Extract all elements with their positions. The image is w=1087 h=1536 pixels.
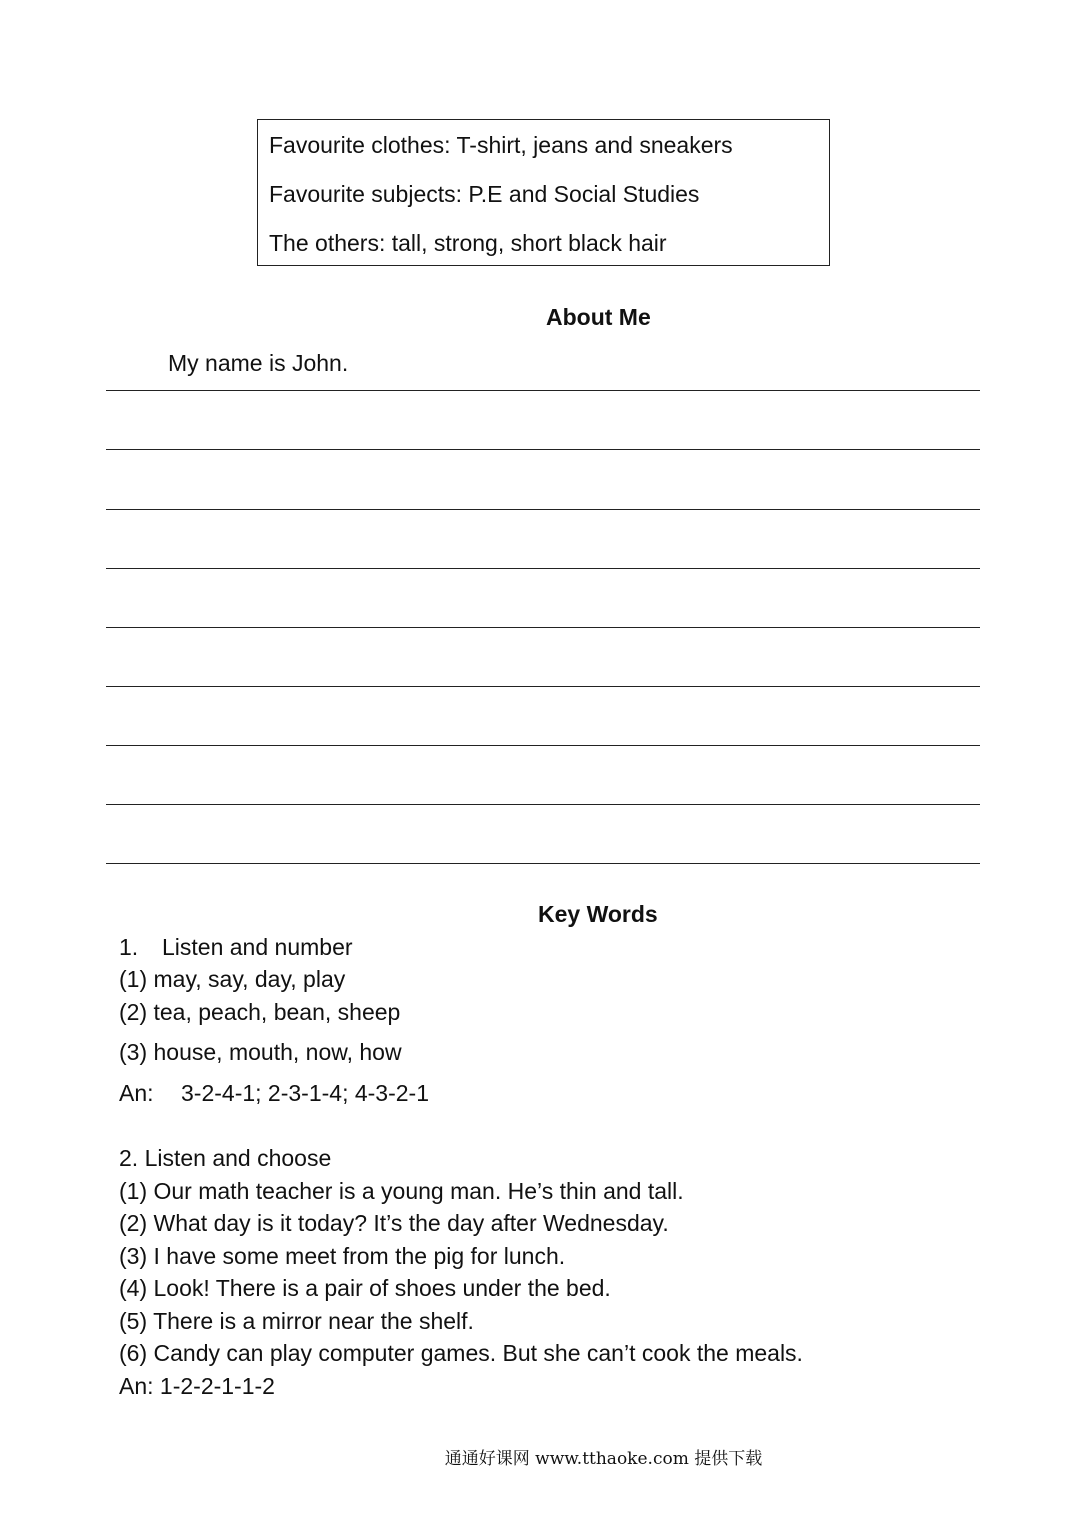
section1-item: (2) tea, peach, bean, sheep: [119, 999, 401, 1025]
writing-line: [106, 568, 980, 569]
key-words-heading: Key Words: [538, 901, 658, 927]
section2-title: 2. Listen and choose: [119, 1145, 332, 1171]
writing-line: [106, 390, 980, 391]
writing-line: [106, 804, 980, 805]
writing-line: [106, 745, 980, 746]
section1-answer: 3-2-4-1; 2-3-1-4; 4-3-2-1: [181, 1080, 429, 1106]
section2-item: (2) What day is it today? It’s the day after Wednesday.: [119, 1210, 669, 1236]
writing-line: [106, 863, 980, 864]
section1-item: (1) may, say, day, play: [119, 966, 346, 992]
footer-watermark: 通通好课网 www.tthaoke.com 提供下载: [444, 1449, 763, 1469]
section2-item: (6) Candy can play computer games. But she can’t cook the meals.: [119, 1340, 803, 1366]
other-traits: The others: tall, strong, short black hair: [269, 230, 667, 256]
section1-item: (3) house, mouth, now, how: [119, 1039, 402, 1065]
section1-answer-label: An:: [119, 1080, 154, 1106]
writing-line: [106, 509, 980, 510]
section1-title: Listen and number: [162, 934, 353, 960]
favourite-clothes: Favourite clothes: T-shirt, jeans and sneakers: [269, 132, 733, 158]
section2-item: (1) Our math teacher is a young man. He’s thin and tall.: [119, 1178, 684, 1204]
writing-line: [106, 627, 980, 628]
section2-item: (3) I have some meet from the pig for lunch.: [119, 1243, 566, 1269]
section2-item: (4) Look! There is a pair of shoes under the bed.: [119, 1275, 611, 1301]
about-me-first-line: My name is John.: [168, 350, 349, 376]
section2-answer: An: 1-2-2-1-1-2: [119, 1373, 275, 1399]
writing-line: [106, 449, 980, 450]
section2-item: (5) There is a mirror near the shelf.: [119, 1308, 474, 1334]
writing-line: [106, 686, 980, 687]
about-me-heading: About Me: [546, 304, 651, 330]
info-box: [257, 119, 830, 266]
section1-number: 1.: [119, 934, 139, 960]
favourite-subjects: Favourite subjects: P.E and Social Studies: [269, 181, 700, 207]
